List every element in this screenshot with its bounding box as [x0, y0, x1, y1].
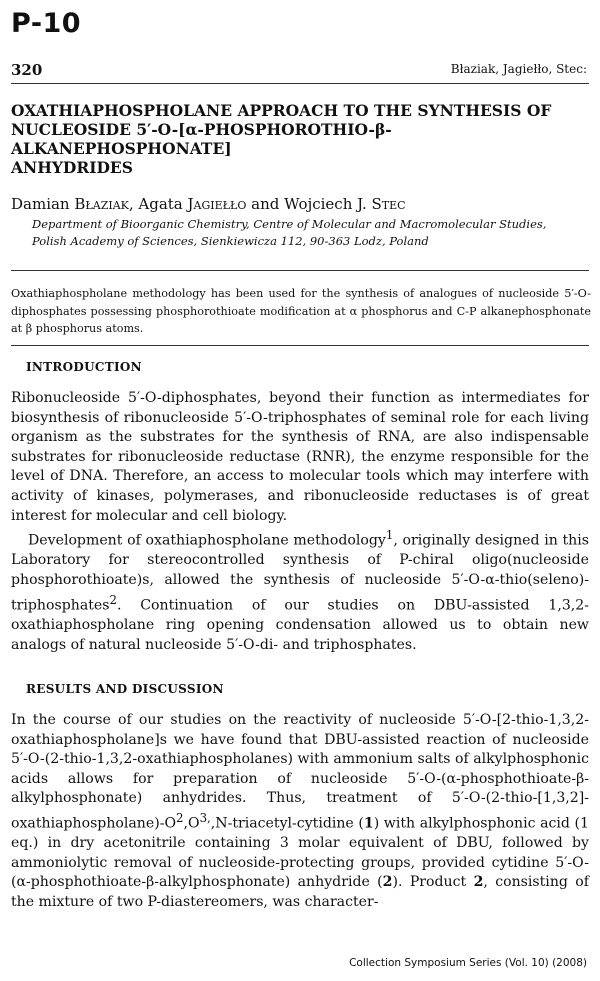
author-given-name: Damian [11, 195, 75, 213]
abstract-top-rule [11, 270, 589, 271]
introduction-body [11, 389, 589, 655]
compound-number: 1 [363, 815, 374, 832]
section-heading-results: RESULTS AND DISCUSSION [26, 682, 224, 696]
author-given-name: Wojciech J. [284, 195, 372, 213]
page-number: 320 [11, 61, 43, 79]
affiliation [32, 216, 592, 250]
footer-series: Collection Symposium Series (Vol. 10) (2008) [349, 957, 587, 969]
text-run: In the course of our studies on the reactivity of nucleoside 5′-O-[2-thio-1,3,2-oxathiaphospholane]s we have found that DBU-assisted reaction of nucleoside 5′-O-(2-thio-1,3,2-oxathiaphospholanes) with ammonium salts of alkylphosphonic acids allows for preparation of nucleoside 5′-O-(α-phosphothioate-β-alkylphosphonate) anhydrides. Thus, treatment of 5′-O-(2-thio-[1,3,2]-oxathiaphospholane)-O [11, 712, 589, 832]
author-list [11, 195, 406, 213]
paragraph: Ribonucleoside 5′-O-diphosphates, beyond their function as intermediates for biosynthesis of ribonucleoside 5′-O-triphosphates of seminal role for each living organism as the substrates for the synthesis of RNA, are also indispensable substrates for ribonucleoside reductase (RNR), the enzyme responsible for the level of DNA. Therefore, an access to molecular tools which may interfere with activity of kinases, polymerases, and ribonucleoside reductases is of great interest for molecular and cell biology. [11, 390, 589, 524]
title-line: NUCLEOSIDE 5′-O-[α-PHOSPHOROTHIO-β-ALKANEPHOSPHONATE] [11, 120, 392, 158]
text-run: ) with alkylphosphonic acid (1 eq.) in dry acetonitrile containing 3 molar equivalent of DBU, followed by ammoniolytic removal of nucleoside-protecting groups, provided cytidine 5′-O-(α-phosphothioate-β-alkylphosphonate) anhydride ( [11, 815, 589, 891]
text-run: ,N-triacetyl-cytidine ( [210, 815, 364, 832]
paragraph [11, 711, 589, 913]
paragraph [11, 526, 589, 655]
superscript: 2 [176, 810, 184, 825]
author-given-name: Agata [138, 195, 188, 213]
text-run: , consisting of the mixture of two P-diastereomers, was character- [11, 874, 589, 911]
text-run: , originally designed in this Laboratory for stereocontrolled synthesis of P-chiral oligo(nucleoside phosphorothioate)s, allowed the synthesis of nucleoside 5′-O-α-thio(seleno)-triphosphates [11, 532, 589, 614]
text-run: ,O [183, 815, 200, 832]
text-run: ). Product [392, 874, 474, 891]
affiliation-line: Polish Academy of Sciences, Sienkiewicza 112, 90-363 Lodz, Poland [32, 234, 429, 248]
author-separator: , [128, 195, 139, 213]
article-title [11, 101, 596, 177]
reference-marker: 2 [109, 592, 117, 607]
text-run: . Continuation of our studies on DBU-assisted 1,3,2-oxathiaphospholane ring opening condensation allowed us to obtain new analogs of natural nucleoside 5′-O-di- and triphosphates. [11, 597, 589, 653]
abstract-bottom-rule [11, 345, 589, 346]
affiliation-line: Department of Bioorganic Chemistry, Centre of Molecular and Macromolecular Studies, [32, 217, 547, 231]
title-line: OXATHIAPHOSPHOLANE APPROACH TO THE SYNTHESIS OF [11, 101, 552, 120]
author-family-name: Błaziak [74, 195, 129, 213]
author-family-name: Jagiełło [187, 195, 247, 213]
title-line: ANHYDRIDES [11, 158, 133, 177]
superscript: 3, [199, 810, 211, 825]
section-heading-introduction: INTRODUCTION [26, 360, 142, 374]
author-family-name: Stec [371, 195, 406, 213]
compound-number: 2 [382, 874, 393, 891]
header-rule [11, 83, 589, 84]
compound-number: 2 [473, 874, 484, 891]
results-body [11, 711, 589, 913]
abstract: Oxathiaphospholane methodology has been used for the synthesis of analogues of nucleoside 5′-O-diphosphates possessing phosphorothioate modification at α phosphorus and C-P alkanephosphonate at β phosphorus atoms. [11, 287, 591, 335]
reference-marker: 1 [385, 528, 394, 543]
poster-id: P-10 [11, 8, 82, 39]
text-run: Development of oxathiaphospholane methodology [28, 532, 386, 549]
running-head: Błaziak, Jagiełło, Stec: [450, 62, 587, 76]
author-separator: and [246, 195, 285, 213]
